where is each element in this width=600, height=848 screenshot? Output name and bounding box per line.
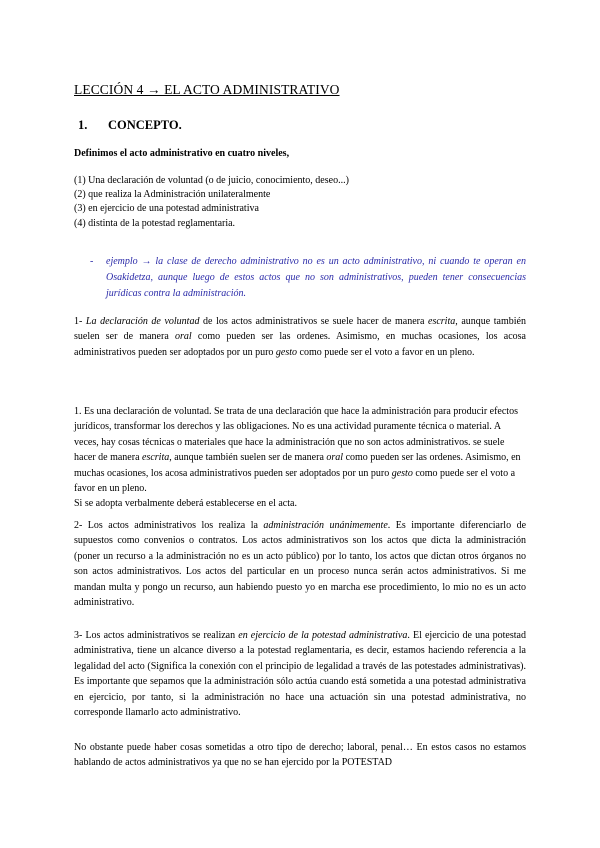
section-heading bbox=[78, 118, 182, 133]
text-run: Si se adopta verbalmente deberá establecerse en el acta. bbox=[74, 498, 297, 510]
intro-line: Definimos el acto administrativo en cuatro niveles, bbox=[74, 148, 290, 159]
text-run: 1- bbox=[74, 316, 86, 327]
emphasis-run: administración unánimemente bbox=[263, 520, 388, 531]
paragraph-potestad bbox=[74, 628, 526, 720]
text-run: . Es importante diferenciarlo de supuestos como convenios o contratos. Los actos administrativos son los actos que dicta la administración (poner un recurso a la administración no es un acto público) por lo tanto, los actos que dictan otros órganos no son actos administrativos. Los actos del particular en un proceso nunca serán actos administrativos. Si me mandan multa y pongo un recurso, aun habiendo puesto yo en marcha ese procedimiento, lo mio no es un acto administrativo. bbox=[74, 520, 527, 609]
paragraph-unanimemente bbox=[74, 518, 526, 610]
text-run: 2- Los actos administrativos los realiza la bbox=[74, 520, 264, 531]
example-bullet bbox=[90, 254, 526, 302]
levels-list bbox=[74, 174, 349, 231]
level-item: (1) Una declaración de voluntad (o de juicio, conocimiento, deseo...) bbox=[74, 175, 349, 186]
text-run: como puede ser el voto a favor en un pleno. bbox=[297, 346, 475, 358]
paragraph-voluntad bbox=[74, 404, 526, 512]
emphasis-run: escrita bbox=[142, 452, 170, 464]
emphasis-run: gesto bbox=[275, 346, 298, 358]
text-run: como pueden ser las ordenes. Asimismo, en muchas ocasiones, los acosa administrativos pueden ser adoptados por un puro bbox=[74, 452, 521, 479]
emphasis-run: La declaración de voluntad bbox=[85, 316, 200, 327]
text-run: , aunque también suelen ser de manera bbox=[74, 316, 526, 343]
text-run: 1. Es una declaración de voluntad. Se trata de una declaración que hace la administración para producir efectos jurídicos, transformar los derechos y las obligaciones. No es una actividad puramente técnica o material. A veces, hay cosas técnicas o materiales que hace la administración que no son actos administrativos. se suele hacer de manera bbox=[74, 406, 518, 464]
level-item: (2) que realiza la Administración unilateralmente bbox=[74, 189, 271, 201]
text-run: , aunque también suelen ser de manera bbox=[169, 452, 327, 464]
section-label: CONCEPTO. bbox=[108, 118, 182, 132]
text-run: como puede ser el voto a favor en un pleno. bbox=[74, 467, 516, 495]
text-run: como pueden ser las ordenes. Asimismo, en muchas ocasiones, los acosa administrativos pueden ser adoptados por un puro bbox=[74, 331, 526, 358]
emphasis-run: en ejercicio de la potestad administrativa bbox=[238, 630, 408, 641]
emphasis-run: oral bbox=[175, 331, 192, 343]
emphasis-run: oral bbox=[326, 452, 344, 464]
level-item: (3) en ejercicio de una potestad administrativa bbox=[74, 203, 259, 215]
level-item: (4) distinta de la potestad reglamentaria. bbox=[74, 217, 236, 229]
paragraph-declaration bbox=[74, 314, 526, 360]
bullet-dash: - bbox=[90, 256, 94, 267]
text-run: 3- Los actos administrativos se realizan bbox=[74, 630, 239, 641]
example-text: ejemplo → la clase de derecho administrativo no es un acto administrativo, ni cuando te operan en Osakidetza, aunque luego de estos actos que no son administrativos, pueden tener consecuencias jurídicas contra la administración. bbox=[106, 256, 526, 299]
text-run: . El ejercicio de una potestad administrativa, tiene un alcance diverso a la potestad reglamentaria, es decir, estamos haciendo referencia a la legalidad del acto (Significa la conexión con el principio de legalidad a través de las potestades administrativas). Es importante que sepamos que la administración sólo actúa cuando está sometida a una potestad administrativa en ejercicio, por tanto, si la administración no hace una actuación sin una potestad administrativa, no corresponde llamarlo acto administrativo. bbox=[74, 630, 526, 719]
paragraph-no-obstante: No obstante puede haber cosas sometidas a otro tipo de derecho; laboral, penal… En estos casos no estamos hablando de actos administrativos ya que no se han ejercido por la POTESTAD bbox=[74, 742, 526, 769]
section-number: 1. bbox=[78, 118, 88, 132]
emphasis-run: escrita bbox=[428, 316, 456, 327]
lesson-title: LECCIÓN 4 → EL ACTO ADMINISTRATIVO bbox=[74, 82, 340, 97]
text-run: de los actos administrativos se suele hacer de manera bbox=[199, 316, 429, 327]
emphasis-run: gesto bbox=[391, 467, 413, 479]
